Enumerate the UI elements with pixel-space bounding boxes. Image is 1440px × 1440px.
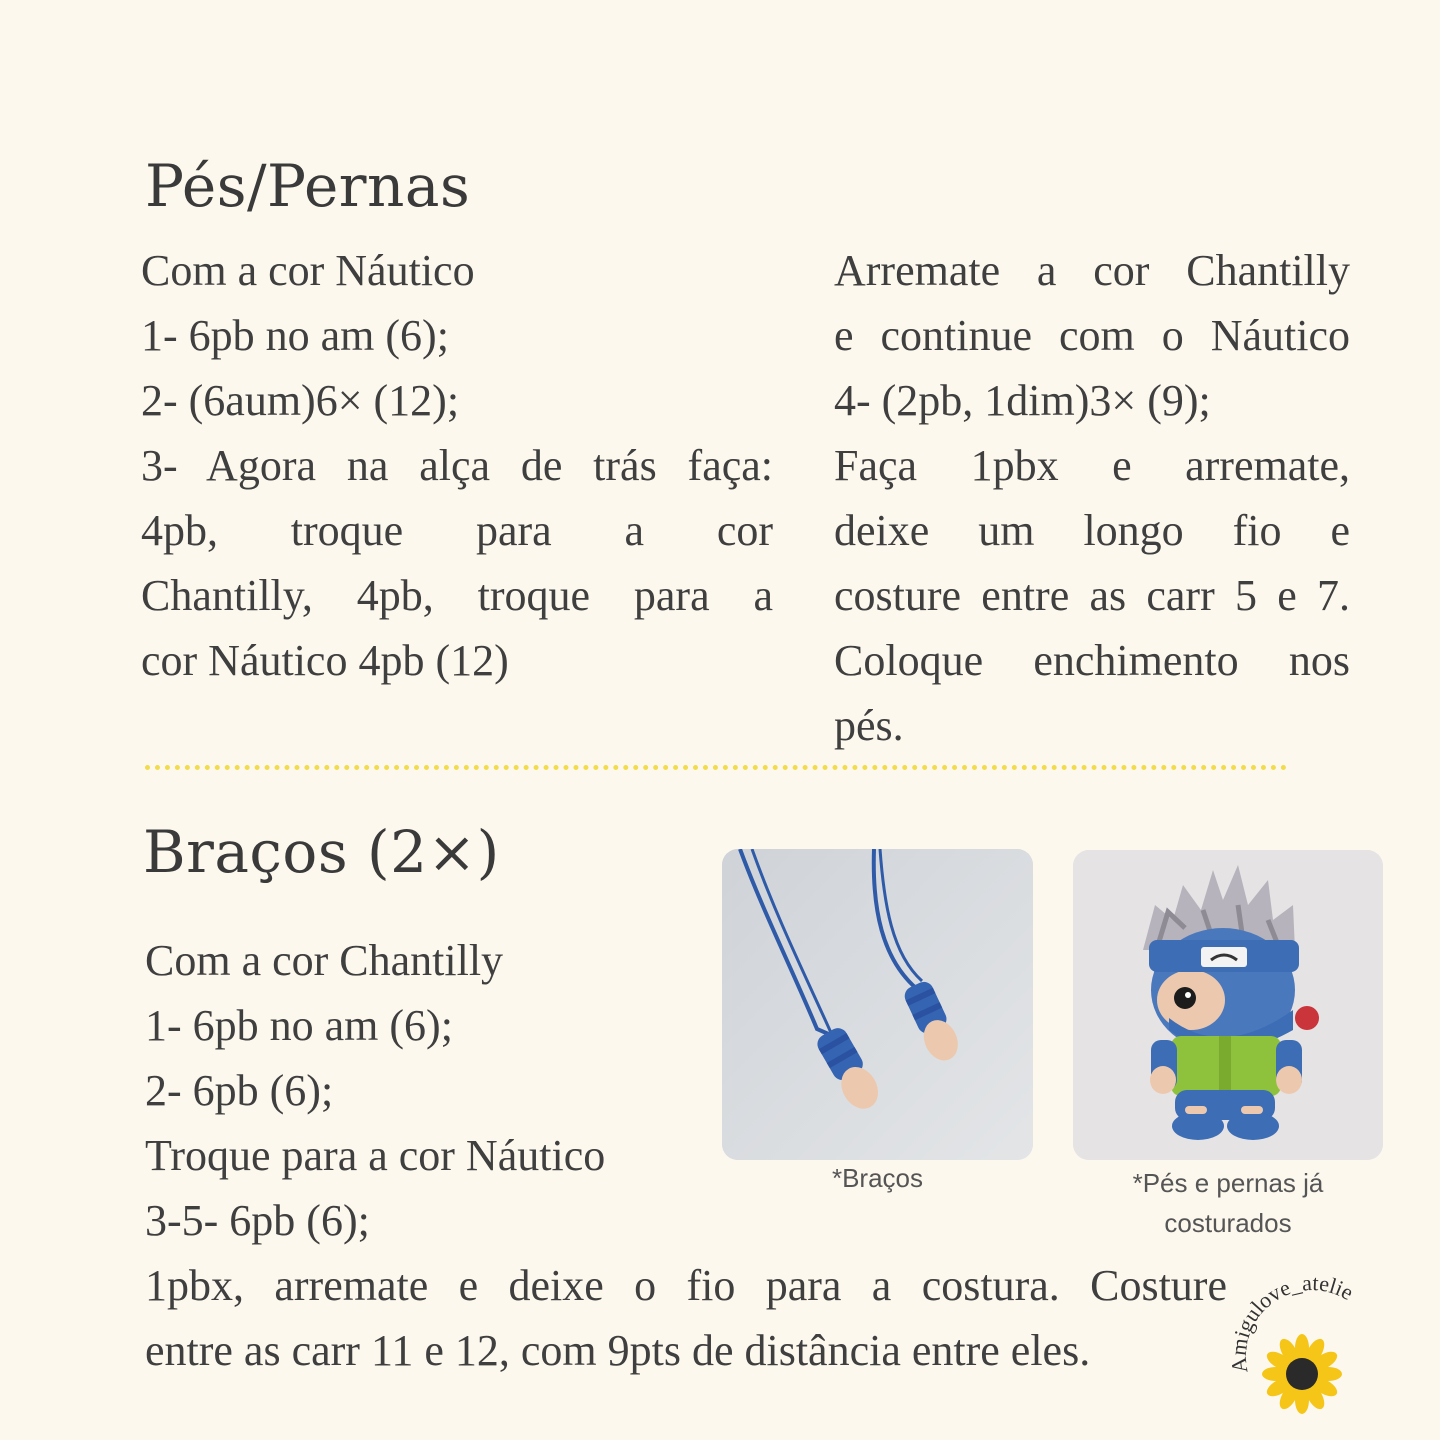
instruction-line: Chantilly, 4pb, troque para a <box>141 571 773 620</box>
instruction-line: costure entre as carr 5 e 7. <box>834 571 1350 620</box>
instruction-line: 4pb, troque para a cor <box>141 506 773 555</box>
section-title-pes-pernas: Pés/Pernas <box>145 152 471 220</box>
instruction-line: 3- Agora na alça de trás faça: <box>141 441 773 490</box>
bracos-instructions-bottom <box>145 1253 1227 1383</box>
logo-text: Amigulove_atelie <box>1226 1269 1358 1375</box>
instruction-line: 2- 6pb (6); <box>145 1066 334 1115</box>
instruction-line: Coloque enchimento nos <box>834 636 1350 685</box>
instruction-line: e continue com o Náutico <box>834 311 1350 360</box>
instruction-line: 3-5- 6pb (6); <box>145 1196 370 1245</box>
instruction-line: Troque para a cor Náutico <box>145 1131 606 1180</box>
pes-instructions-left <box>141 238 773 693</box>
instruction-line: 1pbx, arremate e deixe o fio para a costura. Costure <box>145 1261 1227 1310</box>
instruction-line: 2- (6aum)6× (12); <box>141 376 460 425</box>
instruction-line: 1- 6pb no am (6); <box>141 311 449 360</box>
instruction-line: 1- 6pb no am (6); <box>145 1001 453 1050</box>
section-title-bracos: Braços (2×) <box>143 818 500 886</box>
instruction-line: entre as carr 11 e 12, com 9pts de distância entre eles. <box>145 1326 1091 1375</box>
sunflower-icon <box>1262 1334 1342 1414</box>
dotted-divider <box>145 765 1287 770</box>
caption-line: costurados <box>1164 1208 1292 1238</box>
arms-caption: *Braços <box>831 1163 924 1193</box>
instruction-line: Arremate a cor Chantilly <box>834 246 1350 295</box>
caption-line: *Pés e pernas já <box>1132 1168 1324 1198</box>
instruction-line: Faça 1pbx e arremate, <box>834 441 1350 490</box>
pes-instructions-right <box>834 238 1350 758</box>
doll-caption <box>1073 1163 1383 1243</box>
instruction-line: cor Náutico 4pb (12) <box>141 636 509 685</box>
instruction-line: 4- (2pb, 1dim)3× (9); <box>834 376 1211 425</box>
instruction-line: Com a cor Chantilly <box>145 936 504 985</box>
instruction-line: deixe um longo fio e <box>834 506 1350 555</box>
instruction-line: pés. <box>834 701 904 750</box>
amigulove-logo <box>1226 1262 1396 1422</box>
instruction-line: Com a cor Náutico <box>141 246 475 295</box>
doll-photo <box>1073 850 1383 1160</box>
bracos-instructions <box>145 928 705 1253</box>
arms-photo <box>722 849 1033 1160</box>
